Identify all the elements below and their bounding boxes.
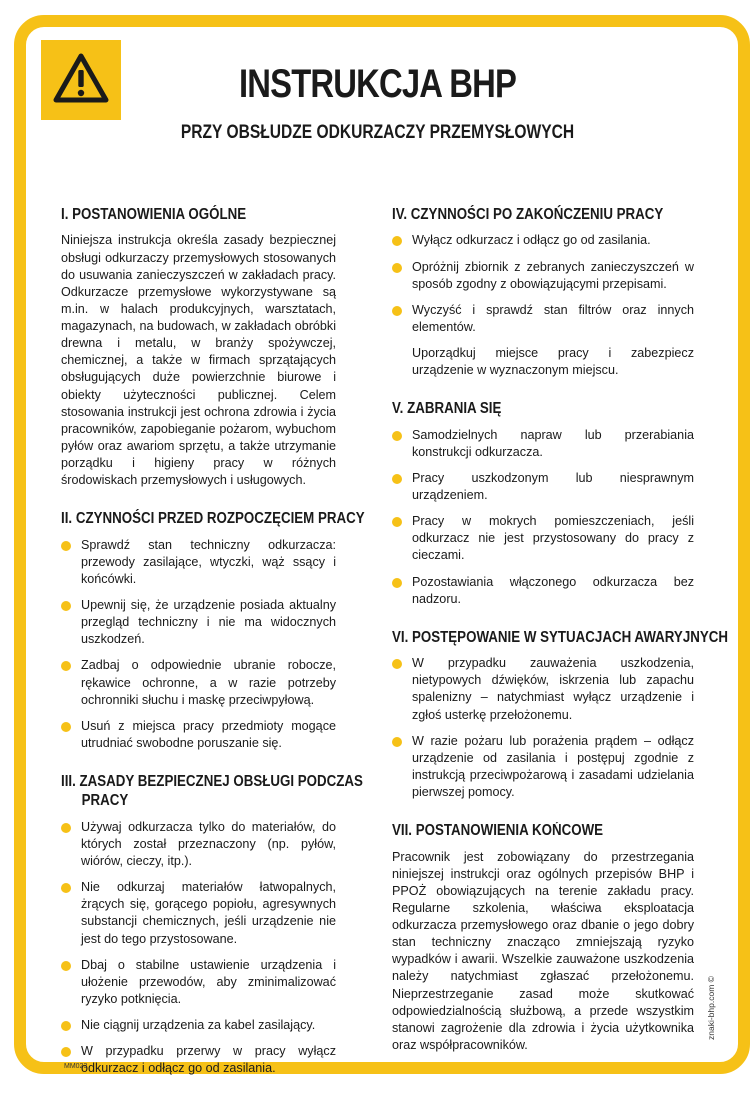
left-column	[61, 205, 365, 1097]
bullet-dot-icon	[61, 961, 71, 971]
bullet-dot-icon	[61, 661, 71, 671]
bullet-dot-icon	[61, 601, 71, 611]
bullet-dot-icon	[392, 578, 402, 588]
section-final	[392, 821, 694, 1054]
list-item: Nie ciągnij urządzenia za kabel zasilający.	[61, 1017, 336, 1034]
sign-code: MM023	[64, 1063, 88, 1070]
warning-sign-box	[41, 40, 121, 120]
list-item: Zadbaj o odpowiednie ubranie robocze, rękawice ochronne, a w razie potrzeby ochronniki słuchu i maskę przeciwpyłową.	[61, 657, 336, 708]
bullet-dot-icon	[392, 306, 402, 316]
list-item: Pracy uszkodzonym lub niesprawnym urządzeniem.	[392, 470, 694, 504]
section-after-work	[392, 205, 694, 379]
list-item: W przypadku przerwy w pracy wyłącz odkurzacz i odłącz go od zasilania.	[61, 1043, 336, 1077]
section-title: IV. CZYNNOŚCI PO ZAKOŃCZENIU PRACY	[392, 206, 664, 223]
section-emergency	[392, 628, 729, 801]
section-prohibited	[392, 399, 694, 608]
warning-triangle-icon	[51, 49, 111, 109]
bullet-dot-icon	[392, 737, 402, 747]
section-extra-text: Uporządkuj miejsce pracy i zabezpiecz urządzenie w wyznaczonym miejscu.	[412, 346, 694, 378]
list-item: Samodzielnych napraw lub przerabiania konstrukcji odkurzacza.	[392, 427, 694, 461]
bullet-dot-icon	[61, 722, 71, 732]
section-title: II. CZYNNOŚCI PRZED ROZPOCZĘCIEM PRACY	[61, 510, 365, 528]
page-subtitle: PRZY OBSŁUDZE ODKURZACZY PRZEMYSŁOWYCH	[180, 122, 575, 143]
list-item: Opróżnij zbiornik z zebranych zanieczyszczeń w sposób zgodny z obowiązującymi przepisami.	[392, 259, 694, 293]
section-title: III. ZASADY BEZPIECZNEJ OBSŁUGI PODCZAS PRACY	[61, 773, 363, 810]
list-item: Sprawdź stan techniczny odkurzacza: przewody zasilające, wtyczki, wąż ssący i końcówki.	[61, 537, 336, 588]
bullet-dot-icon	[392, 517, 402, 527]
bullet-dot-icon	[61, 541, 71, 551]
list-item: Nie odkurzaj materiałów łatwopalnych, żrących się, gorącego popiołu, agresywnych substancji chemicznych, jeśli urządzenie nie jest do tego przystosowane.	[61, 879, 336, 948]
list-item: Używaj odkurzacza tylko do materiałów, do których został przeznaczony (np. pyłów, wiórów, cieczy, itp.).	[61, 819, 336, 870]
section-title: VII. POSTANOWIENIA KOŃCOWE	[392, 822, 604, 840]
list-item: Upewnij się, że urządzenie posiada aktualny przegląd techniczny i nie ma widocznych uszkodzeń.	[61, 597, 336, 648]
list-item: Wyczyść i sprawdź stan filtrów oraz innych elementów.	[392, 302, 694, 336]
section-text: Pracownik jest zobowiązany do przestrzegania niniejszej instrukcji oraz ogólnych przepisów BHP i PPOŻ obowiązujących na terenie zakładu pracy. Regularne szkolenia, właściwa eksploatacja odkurzacza przemysłowego oraz dbanie o jego dobry stan techniczny znacząco zmniejszają ryzyko wypadków i awarii. Wszelkie zauważone uszkodzenia należy natychmiast zgłaszać przełożonemu. Nieprzestrzeganie zasad może skutkować odpowiedzialnością służbową, a przede wszystkim stanowi zagrożenie dla zdrowia i życia użytkownika oraz współpracowników.	[392, 849, 694, 1052]
section-title: VI. POSTĘPOWANIE W SYTUACJACH AWARYJNYCH	[392, 628, 729, 646]
section-text: Niniejsza instrukcja określa zasady bezpiecznej obsługi odkurzaczy przemysłowych stosowanych do usuwania zanieczyszczeń w zakładach pracy. Odkurzacze przemysłowe wykorzystywane są m.in. w halach produkcyjnych, warsztatach, magazynach, na budowach, w zakładach obróbki drewna i metalu, w branży spożywczej, chemicznej, a także w firmach sprzątających obsługujących duże powierzchnie biurowe i obiekty użyteczności publicznej. Celem stosowania instrukcji jest ochrona zdrowia i życia pracowników, zapobieganie pożarom, wybuchom pyłów oraz awariom sprzętu, a także utrzymanie porządku i higieny pracy w różnych środowiskach przemysłowych i usługowych.	[61, 233, 336, 488]
list-item: W przypadku zauważenia uszkodzenia, nietypowych dźwięków, iskrzenia lub zapachu spalenizny – natychmiast wyłącz urządzenie i zgłoś usterkę przełożonemu.	[392, 655, 694, 724]
bullet-dot-icon	[61, 1021, 71, 1031]
section-title: I. POSTANOWIENIA OGÓLNE	[61, 206, 247, 223]
bullet-dot-icon	[61, 823, 71, 833]
bullet-dot-icon	[61, 1047, 71, 1057]
list-item: Wyłącz odkurzacz i odłącz go od zasilania.	[392, 232, 694, 249]
bullet-dot-icon	[392, 236, 402, 246]
page-title: INSTRUKCJA BHP	[238, 62, 517, 106]
bullet-dot-icon	[392, 431, 402, 441]
bullet-dot-icon	[392, 474, 402, 484]
list-item: Pozostawiania włączonego odkurzacza bez nadzoru.	[392, 574, 694, 608]
list-item: Usuń z miejsca pracy przedmioty mogące utrudniać swobodne poruszanie się.	[61, 718, 336, 752]
section-title: V. ZABRANIA SIĘ	[392, 400, 502, 418]
list-item: Dbaj o stabilne ustawienie urządzenia i ułożenie przewodów, aby zminimalizować ryzyko potknięcia.	[61, 957, 336, 1008]
section-before-work	[61, 509, 365, 752]
section-safe-operation	[61, 772, 363, 1077]
bullet-dot-icon	[392, 263, 402, 273]
list-item: W razie pożaru lub porażenia prądem – odłącz urządzenie od zasilania i postępuj zgodnie z instrukcją przeciwpożarową i zasadami udzielania pierwszej pomocy.	[392, 733, 694, 802]
bullet-dot-icon	[392, 659, 402, 669]
list-item: Pracy w mokrych pomieszczeniach, jeśli odkurzacz nie jest przystosowany do pracy z cieczami.	[392, 513, 694, 564]
section-general	[61, 205, 336, 489]
bullet-dot-icon	[61, 883, 71, 893]
copyright-text: znaki-bhp.com ©	[706, 976, 716, 1040]
